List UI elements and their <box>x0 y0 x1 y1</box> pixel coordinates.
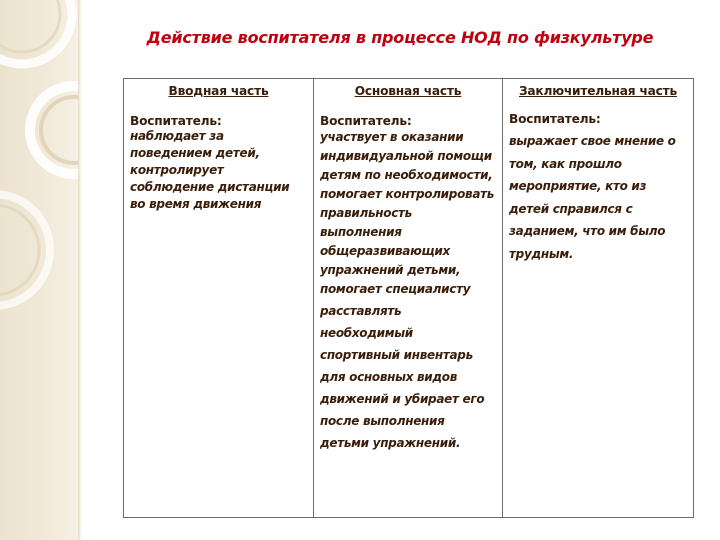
main-part-header: Основная часть <box>354 84 462 98</box>
main-role-label: Воспитатель: <box>320 114 412 128</box>
final-part-text: выражает свое мнение о том, как прошло мероприятие, кто из детей справился с заданием, что им было трудным. <box>509 134 676 261</box>
table-row <box>124 79 694 518</box>
intro-part-text: наблюдает за поведением детей, контролирует соблюдение дистанции во время движения <box>130 129 290 211</box>
side-panel-edge <box>78 0 81 540</box>
final-part-header: Заключительная часть <box>518 84 678 98</box>
intro-part-cell <box>124 79 314 518</box>
decorative-rings-graphic <box>0 0 80 540</box>
page-title: Действие воспитателя в процессе НОД по физкультуре <box>146 28 654 47</box>
intro-part-header: Вводная часть <box>168 84 269 98</box>
decorative-side-panel <box>0 0 80 540</box>
final-role-label: Воспитатель: <box>509 112 601 126</box>
activity-table <box>123 78 694 518</box>
main-part-cell <box>314 79 503 518</box>
main-part-text-2: помогает специалисту расставлять необходимый спортивный инвентарь для основных видов движений и убирает его после выполнения детьми упражнений. <box>320 282 485 450</box>
main-part-text <box>320 128 496 454</box>
main-part-text-1: участвует в оказании индивидуальной помощи детям по необходимости, помогает контролировать правильность выполнения общеразвивающих упражнений детьми, <box>320 130 495 277</box>
intro-role-label: Воспитатель: <box>130 114 222 128</box>
final-part-cell <box>503 79 694 518</box>
